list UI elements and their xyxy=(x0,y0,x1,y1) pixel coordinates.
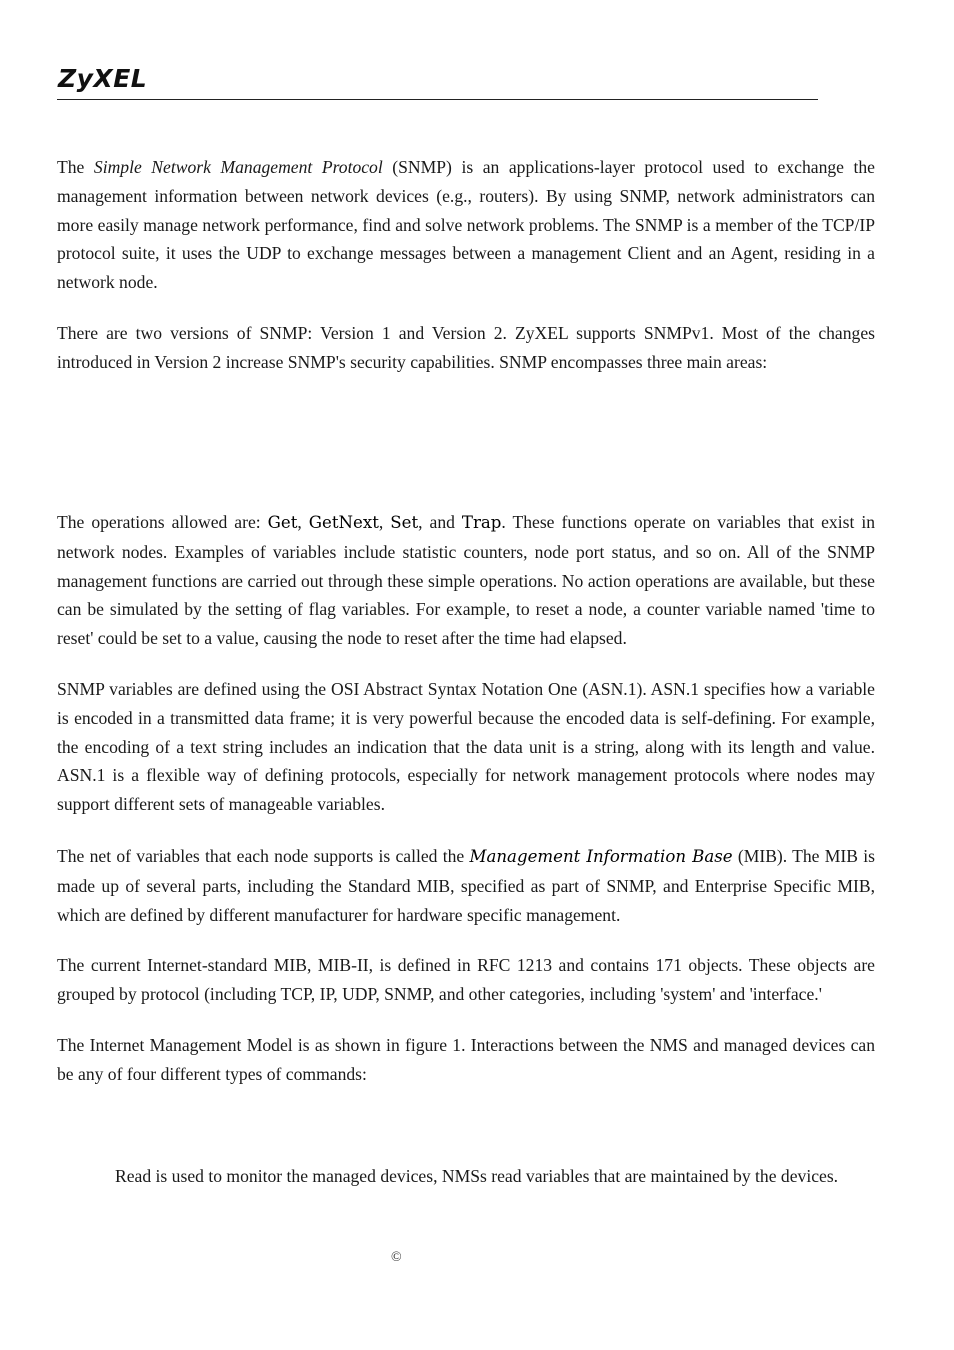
read-command-description: Read is used to monitor the managed devices, NMSs read variables that are maintained by the devices. xyxy=(115,1166,839,1186)
mib-term-emphasis: Management Information Base xyxy=(469,847,733,866)
snmp-term-emphasis: Simple Network Management Protocol xyxy=(93,157,383,177)
set-keyword: Set xyxy=(390,513,419,532)
header-divider xyxy=(57,99,818,100)
management-model-paragraph: The Internet Management Model is as shown in figure 1. Interactions between the NMS and managed devices can be any of four different types of commands: xyxy=(57,1035,875,1084)
snmp-versions-paragraph: There are two versions of SNMP: Version 1 and Version 2. ZyXEL supports SNMPv1. Most of the changes introduced in Version 2 increase SNMP's security capabilities. SNMP encompasses three main areas: xyxy=(57,323,875,372)
p5-text-a: The net of variables that each node supports is called the xyxy=(57,846,470,866)
snmp-intro-paragraph xyxy=(57,153,875,297)
copyright-footer: © xyxy=(391,1250,402,1265)
p3-sep-3: , and xyxy=(418,512,462,532)
get-keyword: Get xyxy=(267,513,298,532)
mib-ii-paragraph: The current Internet-standard MIB, MIB-II, is defined in RFC 1213 and contains 171 objects. These objects are grouped by protocol (including TCP, IP, UDP, SNMP, and other categories, including 'system' and 'interface.' xyxy=(57,955,875,1004)
asn1-paragraph: SNMP variables are defined using the OSI Abstract Syntax Notation One (ASN.1). ASN.1 specifies how a variable is encoded in a transmitted data frame; it is very powerful because the encoded data is self-defining. For example, the encoding of a text string includes an indication that the data unit is a string, along with its length and value. ASN.1 is a flexible way of defining protocols, especially for network management protocols where nodes may support different sets of manageable variables. xyxy=(57,679,875,815)
p3-text-a: The operations allowed are: xyxy=(57,512,268,532)
mib-paragraph xyxy=(57,842,875,929)
p1-text-b: (SNMP) is an applications-layer protocol used to exchange the management information between network devices (e.g., routers). By using SNMP, network administrators can more easily manage network performance, find and solve network problems. The SNMP is a member of the TCP/IP protocol suite, it uses the UDP to exchange messages between a management Client and an Agent, residing in a network node. xyxy=(57,157,875,293)
p3-text-b: . These functions operate on variables that exist in network nodes. Examples of variables include statistic counters, node port status, and so on. All of the SNMP management functions are carried out through these simple operations. No action operations are available, but these can be simulated by the setting of flag variables. For example, to reset a node, a counter variable named 'time to reset' could be set to a value, causing the node to reset after the time had elapsed. xyxy=(57,512,876,649)
zyxel-logo: ZyXEL xyxy=(58,64,148,93)
p1-text-a: The xyxy=(57,157,94,177)
p5-text-b: (MIB). The MIB is made up of several parts, including the Standard MIB, specified as part of SNMP, and Enterprise Specific MIB, which are defined by different manufacturer for hardware specific management. xyxy=(57,846,875,925)
trap-keyword: Trap xyxy=(461,513,502,532)
p3-sep-2: , xyxy=(378,512,391,532)
snmp-operations-paragraph xyxy=(57,508,875,653)
getnext-keyword: GetNext xyxy=(308,513,379,532)
p3-sep-1: , xyxy=(297,512,309,532)
